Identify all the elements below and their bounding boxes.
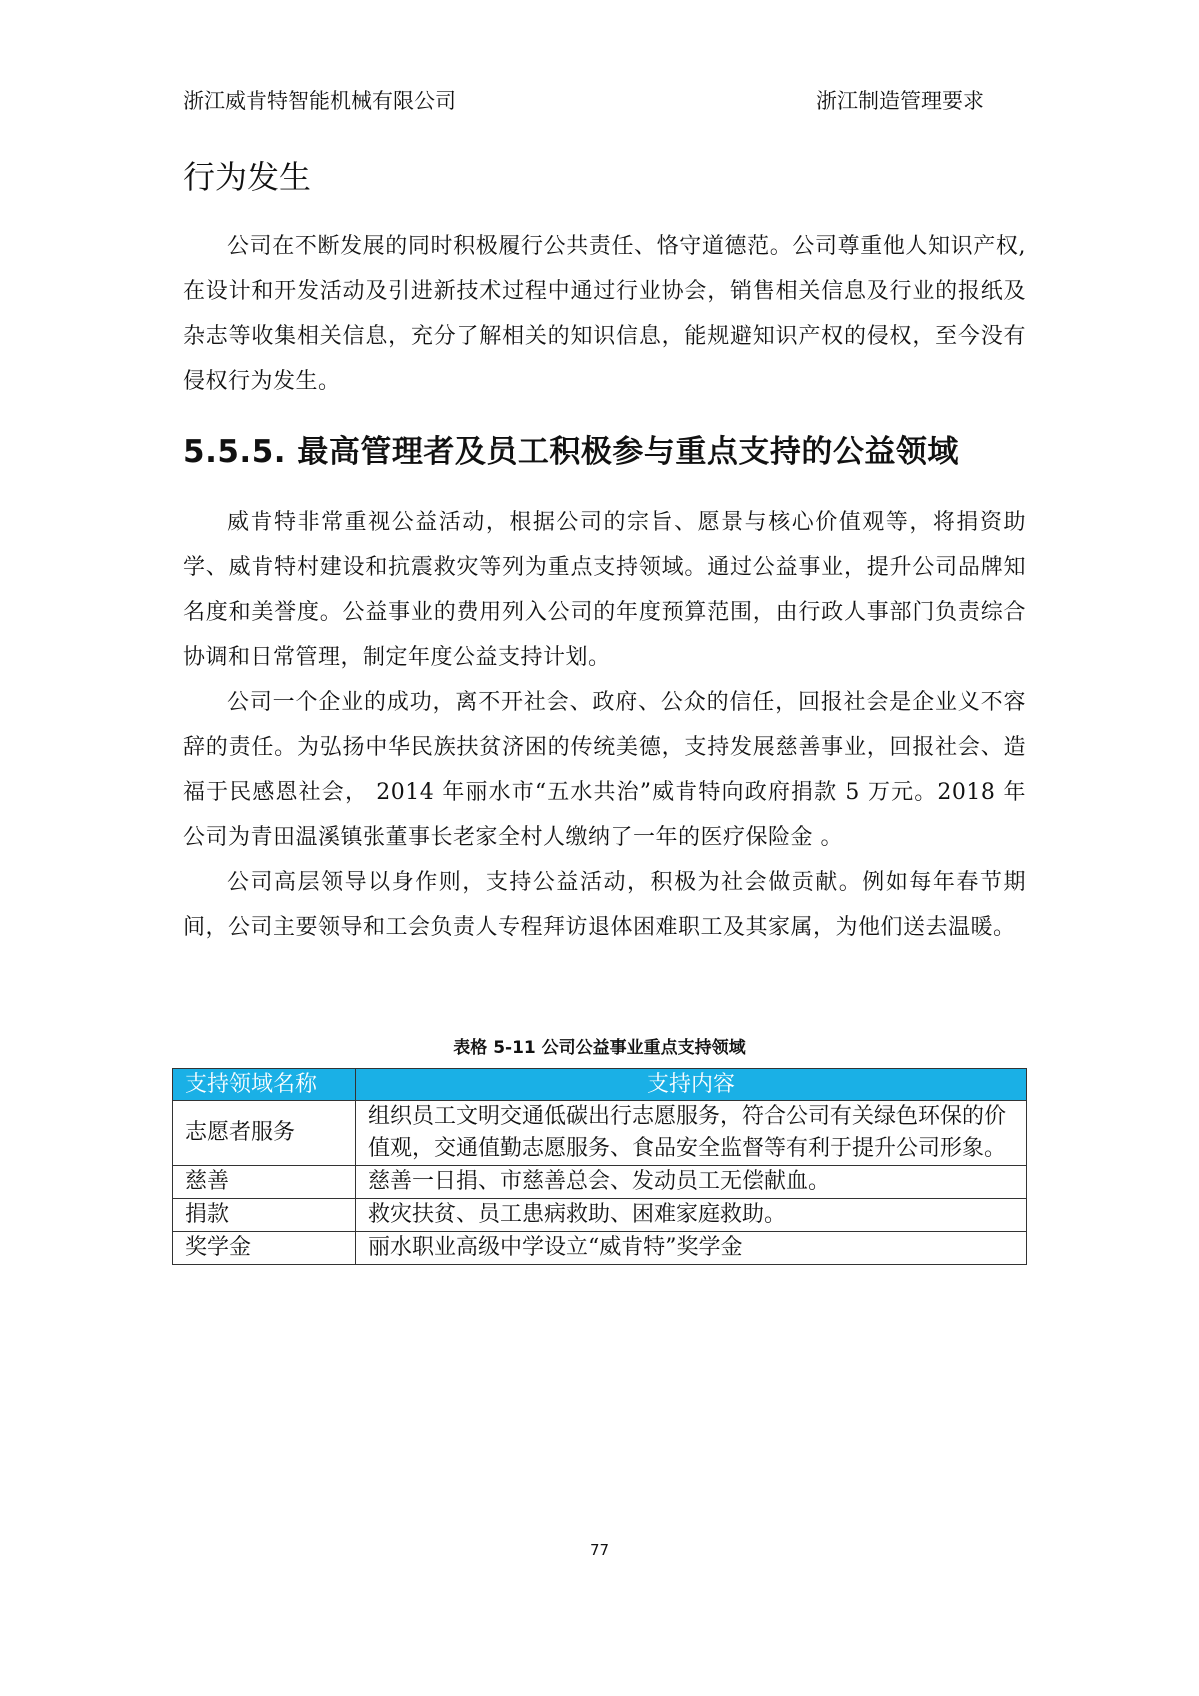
header-company: 浙江威肯特智能机械有限公司 — [183, 89, 456, 113]
table-header-row — [173, 1069, 1027, 1101]
table-cell-content: 救灾扶贫、员工患病救助、困难家庭救助。 — [356, 1199, 1027, 1232]
body-paragraph: 公司在不断发展的同时积极履行公共责任、恪守道德范。公司尊重他人知识产权,在设计和开发活动及引进新技术过程中通过行业协会，销售相关信息及行业的报纸及杂志等收集相关信息，充分了解相关的知识信息，能规避知识产权的侵权，至今没有侵权行为发生。 — [183, 234, 1026, 394]
table-header-area: 支持领域名称 — [173, 1069, 356, 1101]
table-row — [173, 1232, 1027, 1265]
header-doc-title: 浙江制造管理要求 — [816, 89, 984, 113]
table-cell-content: 组织员工文明交通低碳出行志愿服务，符合公司有关绿色环保的价值观，交通值勤志愿服务、食品安全监督等有利于提升公司形象。 — [356, 1101, 1027, 1166]
table-cell-area: 奖学金 — [173, 1232, 356, 1265]
table-row — [173, 1101, 1027, 1166]
header-divider — [174, 127, 1025, 128]
body-paragraph: 公司高层领导以身作则，支持公益活动，积极为社会做贡献。例如每年春节期间，公司主要领导和工会负责人专程拜访退体困难职工及其家属，为他们送去温暖。 — [183, 870, 1026, 940]
support-areas-table — [172, 1068, 1027, 1265]
table-cell-area: 捐款 — [173, 1199, 356, 1232]
section-body — [183, 500, 1026, 950]
section-heading: 5.5.5. 最高管理者及员工积极参与重点支持的公益领域 — [183, 434, 959, 470]
table-cell-content: 丽水职业高级中学设立“威肯特”奖学金 — [356, 1232, 1027, 1265]
table-cell-area: 志愿者服务 — [173, 1101, 356, 1166]
table-row — [173, 1166, 1027, 1199]
table-cell-content: 慈善一日捐、市慈善总会、发动员工无偿献血。 — [356, 1166, 1027, 1199]
body-paragraph: 威肯特非常重视公益活动，根据公司的宗旨、愿景与核心价值观等，将捐资助学、威肯特村建设和抗震救灾等列为重点支持领域。通过公益事业，提升公司品牌知名度和美誉度。公益事业的费用列入公司的年度预算范围，由行政人事部门负责综合协调和日常管理，制定年度公益支持计划。 — [183, 510, 1026, 670]
continued-section-title: 行为发生 — [183, 158, 312, 196]
page-number: 77 — [589, 1541, 610, 1559]
table-row — [173, 1199, 1027, 1232]
body-paragraph: 公司一个企业的成功，离不开社会、政府、公众的信任，回报社会是企业义不容辞的责任。为弘扬中华民族扶贫济困的传统美德，支持发展慈善事业，回报社会、造福于民感恩社会， 2014 年丽水市“五水共治”威肯特向政府捐款 5 万元。2018 年公司为青田温溪镇张董事长老家全村人缴纳了一年的医疗保险金 。 — [183, 690, 1026, 850]
table-header-content: 支持内容 — [356, 1069, 1027, 1101]
table-cell-area: 慈善 — [173, 1166, 356, 1199]
table-caption: 表格 5-11 公司公益事业重点支持领域 — [453, 1038, 746, 1058]
continued-body — [183, 224, 1026, 404]
